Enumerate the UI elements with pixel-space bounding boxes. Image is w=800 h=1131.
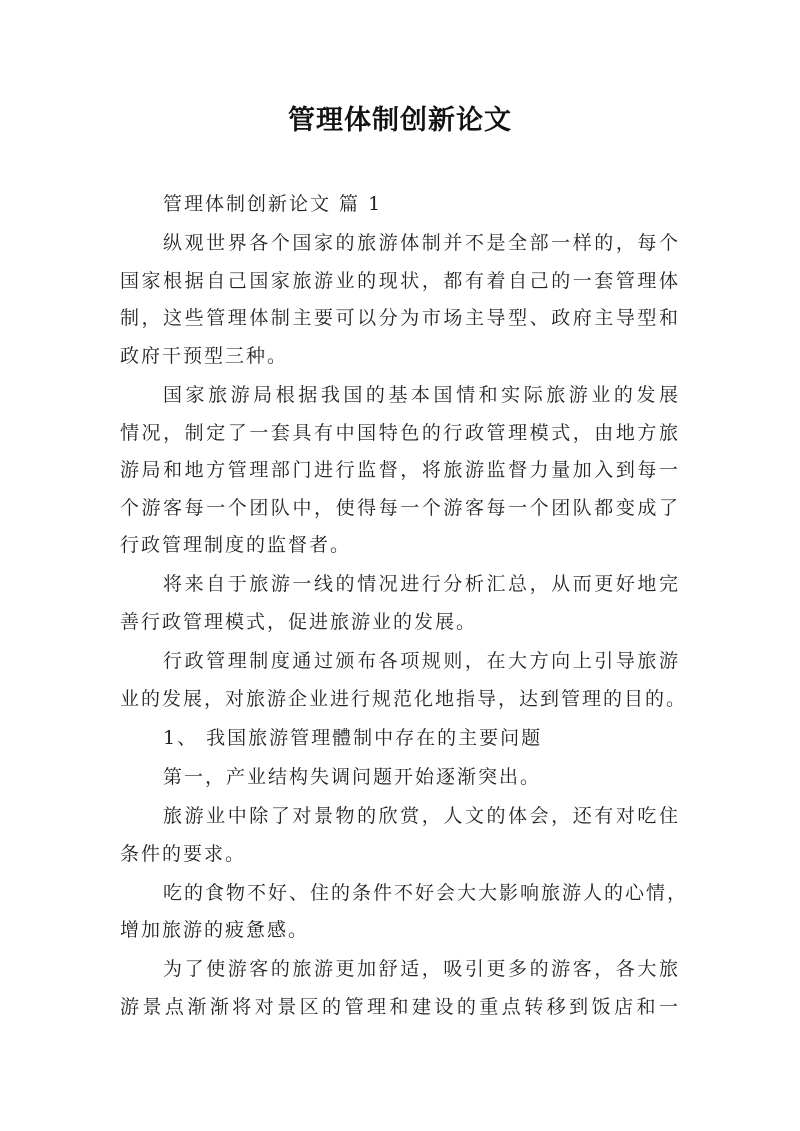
section-heading bbox=[120, 186, 680, 224]
text-line: 第一，产业结构失调问题开始逐渐突出。 bbox=[163, 765, 542, 788]
text-line: 个游客每一个团队中，使得每一个游客每一个团队都变成了 bbox=[120, 496, 680, 519]
text-line: 国家根据自己国家旅游业的现状，都有着自己的一套管理体 bbox=[120, 269, 680, 292]
text-line: 国家旅游局根据我国的基本国情和实际旅游业的发展 bbox=[163, 383, 680, 406]
paragraph bbox=[120, 798, 680, 873]
paragraph bbox=[120, 875, 689, 950]
text-line: 政府干预型三种。 bbox=[120, 344, 289, 367]
text-line: 将来自于旅游一线的情况进行分析汇总，从而更好地完 bbox=[163, 573, 680, 596]
text-line: 业的发展，对旅游企业进行规范化地指导，达到管理的目的。 bbox=[120, 687, 688, 710]
paragraph bbox=[120, 566, 680, 641]
text-line: 1、 我国旅游管理體制中存在的主要问题 bbox=[163, 726, 543, 749]
text-line: 情况，制定了一套具有中国特色的行政管理模式，由地方旅 bbox=[120, 421, 680, 444]
paragraph bbox=[120, 720, 680, 758]
text-line: 吃的食物不好、住的条件不好会大大影响旅游人的心情， bbox=[163, 881, 689, 904]
text-line: 行政管理制度的监督者。 bbox=[120, 534, 352, 557]
text-line: 游局和地方管理部门进行监督，将旅游监督力量加入到每一 bbox=[120, 459, 680, 482]
paragraph bbox=[120, 643, 688, 718]
text-line: 为了使游客的旅游更加舒适，吸引更多的游客，各大旅 bbox=[163, 958, 680, 981]
paragraph bbox=[120, 377, 680, 565]
text-line: 条件的要求。 bbox=[120, 842, 247, 865]
document-title: 管理体制创新论文 bbox=[288, 105, 512, 136]
text-line: 旅游业中除了对景物的欣赏，人文的体会，还有对吃住 bbox=[163, 805, 680, 827]
paragraph bbox=[120, 951, 680, 1026]
document-body bbox=[120, 186, 689, 1027]
text-line: 管理体制创新论文 篇 1 bbox=[163, 193, 383, 215]
text-line: 制，这些管理体制主要可以分为市场主导型、政府主导型和 bbox=[120, 307, 680, 330]
text-line: 游景点渐渐将对景区的管理和建设的重点转移到饭店和一 bbox=[120, 995, 680, 1018]
paragraph bbox=[120, 759, 680, 797]
text-line: 增加旅游的疲惫感。 bbox=[120, 919, 310, 942]
text-line: 行政管理制度通过颁布各项规则，在大方向上引导旅游 bbox=[163, 650, 680, 673]
text-line: 纵观世界各个国家的旅游体制并不是全部一样的，每个 bbox=[163, 232, 680, 255]
paragraph bbox=[120, 225, 680, 375]
text-line: 善行政管理模式，促进旅游业的发展。 bbox=[120, 611, 478, 634]
